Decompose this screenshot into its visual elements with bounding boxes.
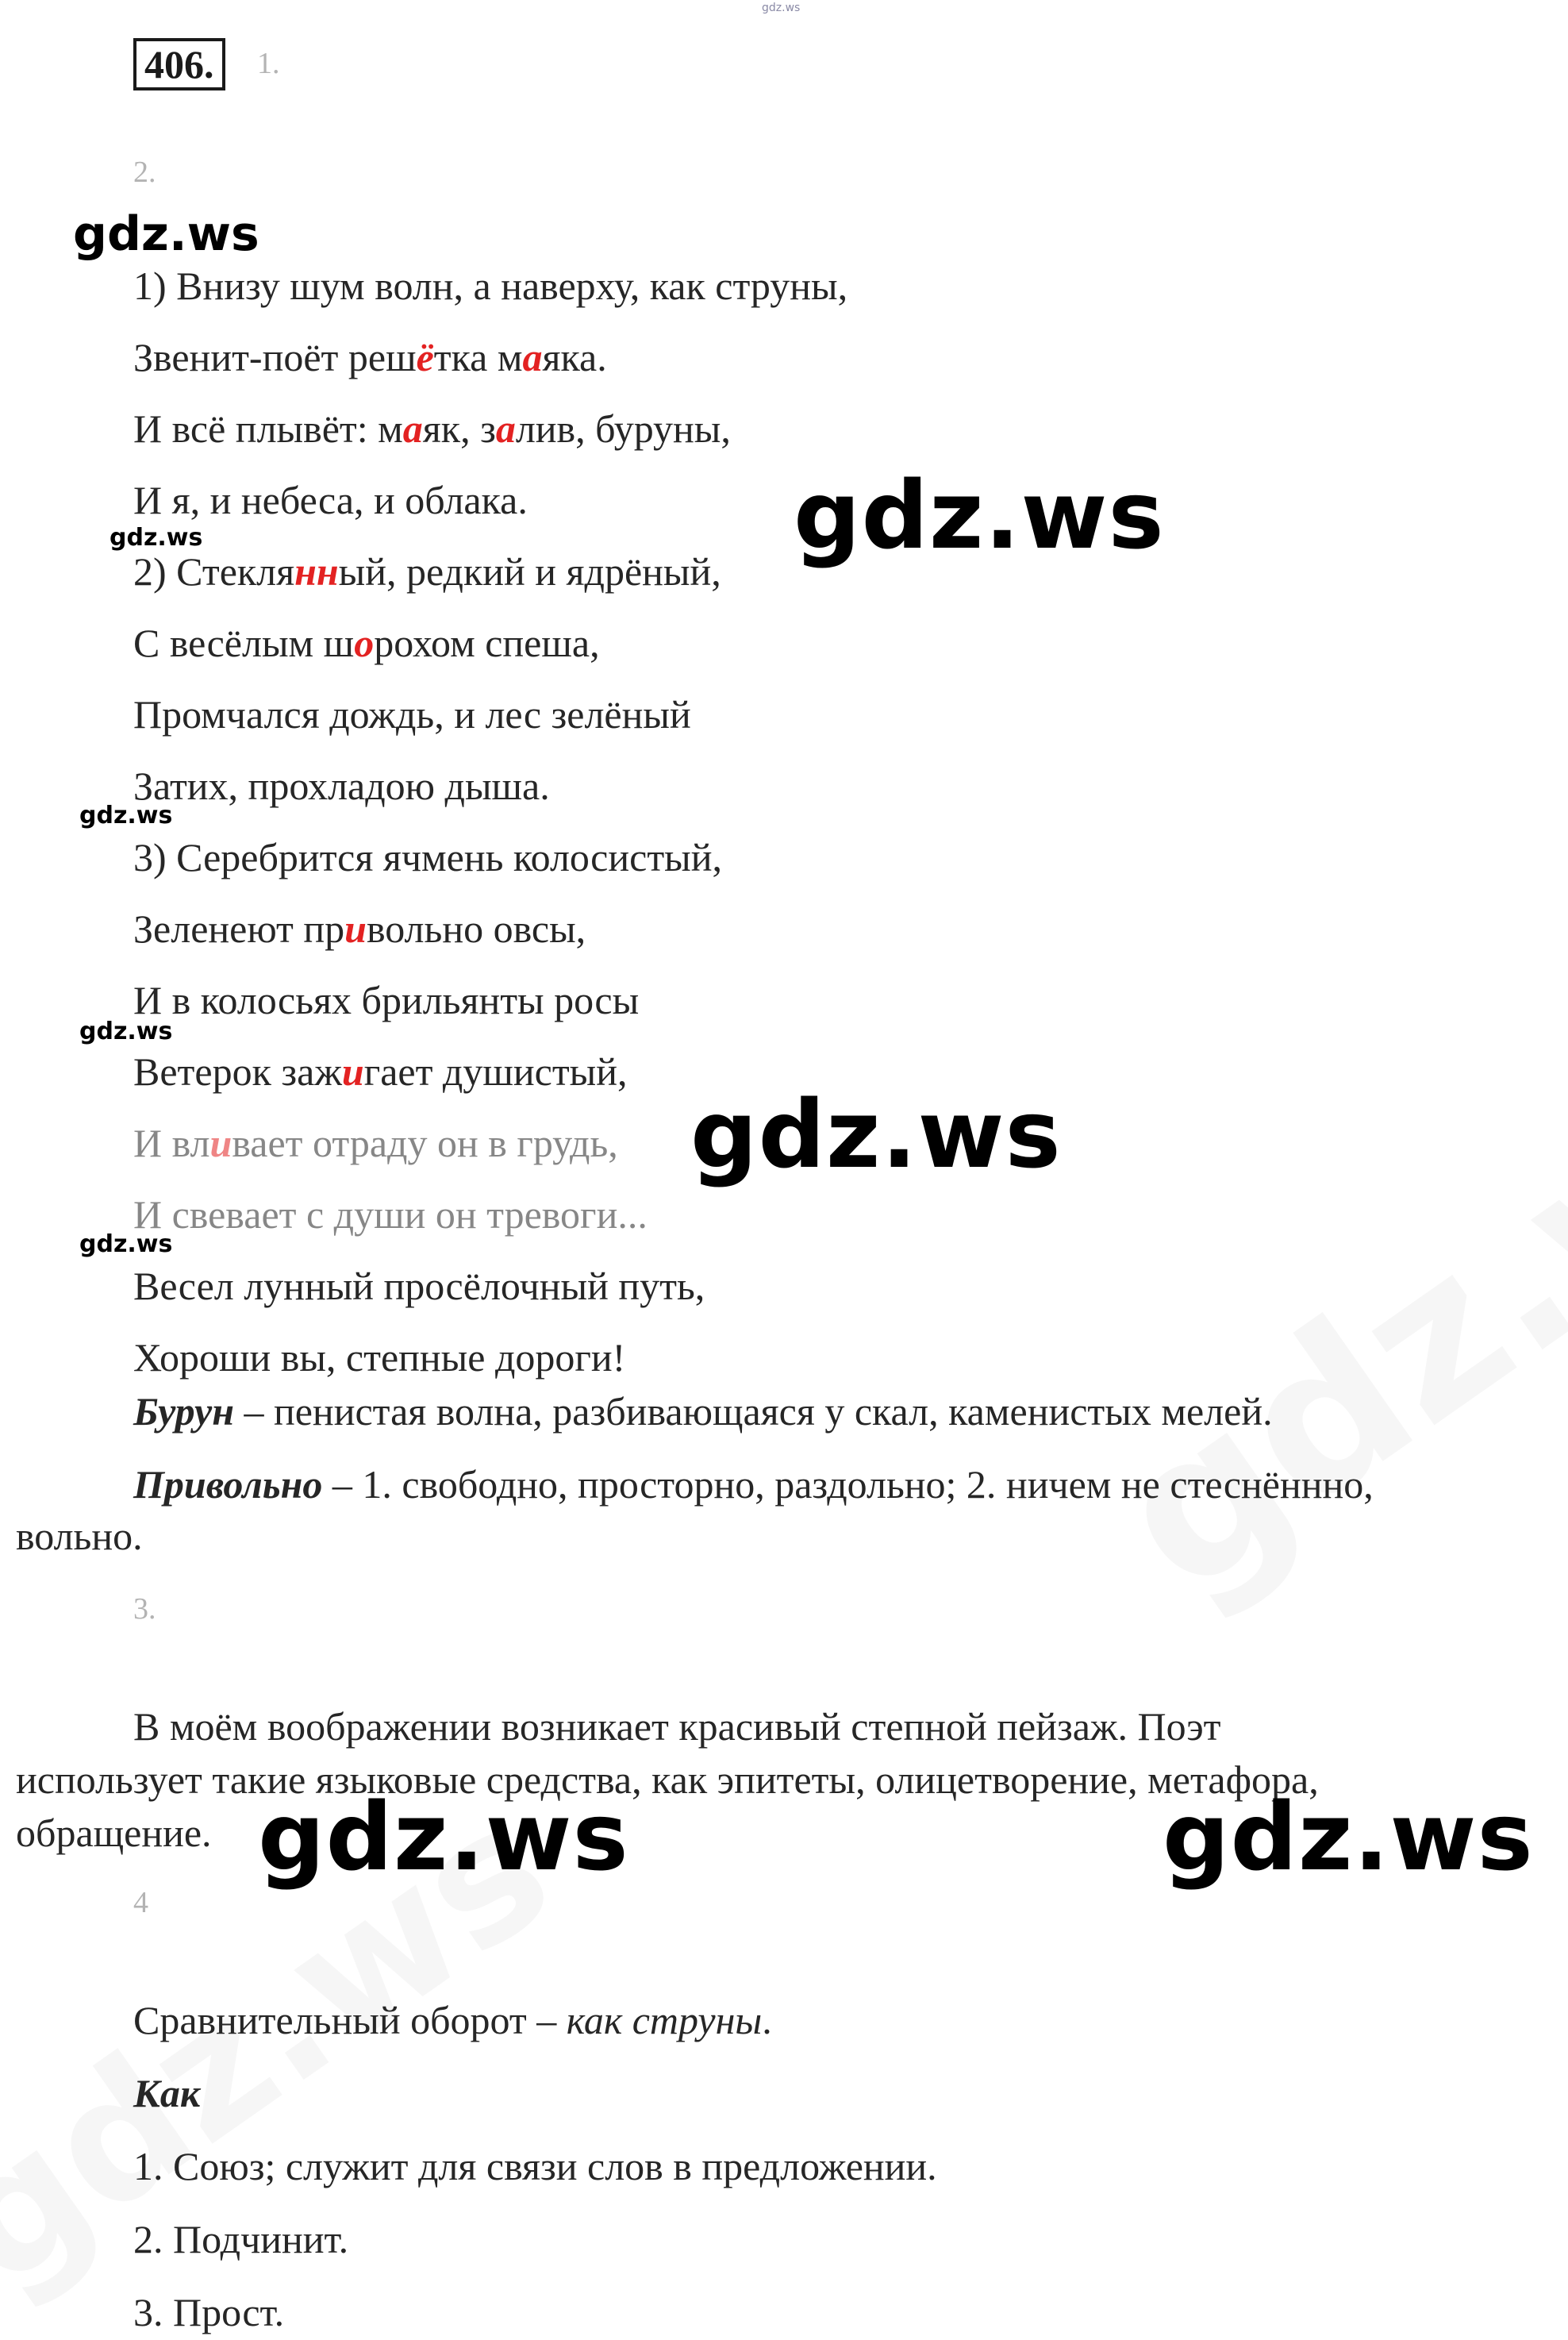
poem-text: И в колосьях брильянты росы	[133, 978, 640, 1022]
definition-term: Привольно	[133, 1462, 323, 1507]
poem-text: 3) Серебрится ячмень колосистый,	[133, 835, 723, 879]
poem-line	[133, 1191, 648, 1238]
missing-letter: и	[209, 1121, 233, 1165]
poem-line	[133, 1048, 628, 1095]
poem-line	[133, 833, 722, 881]
poem-text: Зеленеют пр	[133, 906, 345, 951]
watermark: gdz.ws	[110, 524, 203, 552]
comparison-line	[133, 1996, 772, 2044]
section-3-line-1: В моём воображении возникает красивый степной пейзаж. Поэт	[133, 1704, 1221, 1749]
poem-line	[133, 476, 528, 524]
poem-line	[133, 405, 731, 452]
watermark: gdz.ws	[79, 1018, 173, 1045]
poem-text: Звенит-поёт реш	[133, 335, 417, 379]
poem-line	[133, 1119, 618, 1167]
definition-text: – пенистая волна, разбивающаяся у скал, каменистых мелей.	[233, 1389, 1273, 1434]
poem-text: И всё плывёт: м	[133, 406, 403, 451]
poem-text: ый, редкий и ядрёный,	[338, 549, 721, 594]
comparison-prefix: Сравнительный оборот –	[133, 1998, 567, 2042]
missing-letter: и	[341, 1049, 364, 1094]
poem-line	[133, 262, 847, 310]
definition-text: – 1. свободно, просторно, раздольно; 2. ничем не стеснённно,	[322, 1462, 1374, 1507]
missing-letter: а	[522, 335, 543, 379]
poem-text: лив, буруны,	[515, 406, 731, 451]
word-kak: Как	[133, 2071, 201, 2115]
poem-line	[133, 1334, 625, 1381]
poem-text: 2) Стекля	[133, 549, 295, 594]
poem-text: 1) Внизу шум волн, а наверху, как струны,	[133, 264, 848, 308]
missing-letter: ё	[416, 335, 434, 379]
definition-continuation: вольно.	[16, 1514, 143, 1558]
poem-line	[133, 976, 639, 1024]
poem-text: тка м	[433, 335, 523, 379]
analysis-item: 2. Подчинит.	[133, 2217, 349, 2261]
definition-burun	[133, 1387, 1273, 1435]
poem-line	[133, 905, 586, 953]
missing-letter: нн	[294, 549, 339, 594]
poem-text: Хороши вы, степные дороги!	[133, 1335, 626, 1380]
poem-text: як, з	[422, 406, 496, 451]
poem-text: Ветерок заж	[133, 1049, 342, 1094]
section-3-line-2: использует такие языковые средства, как эпитеты, олицетворение, метафора,	[16, 1757, 1319, 1802]
watermark: gdz.ws	[258, 1782, 629, 1892]
section-3-line-3: обращение.	[16, 1811, 212, 1855]
missing-letter: и	[344, 906, 367, 951]
analysis-item: 3. Прост.	[133, 2290, 285, 2334]
poem-line	[133, 619, 600, 667]
exercise-number: 406.	[133, 38, 225, 90]
poem-text: вает отраду он в грудь,	[232, 1121, 618, 1165]
poem-line	[133, 691, 691, 738]
poem-text: вольно овсы,	[366, 906, 586, 951]
comparison-example: как струны	[566, 1998, 763, 2042]
watermark: gdz.ws	[73, 206, 259, 262]
comparison-suffix: .	[762, 1998, 772, 2042]
poem-line	[133, 548, 721, 595]
missing-letter: о	[354, 621, 375, 665]
poem-line	[133, 333, 607, 381]
missing-letter: а	[495, 406, 516, 451]
section-3-label: 3.	[133, 1592, 156, 1626]
poem-text: И свевает с души он тревоги...	[133, 1192, 648, 1237]
poem-line	[133, 1262, 705, 1310]
poem-text: Затих, прохладою дыша.	[133, 764, 550, 808]
watermark: gdz.ws	[79, 802, 173, 829]
poem-text: С весёлым ш	[133, 621, 355, 665]
poem-text: Весел лунный просёлочный путь,	[133, 1264, 705, 1308]
poem-line	[133, 762, 550, 810]
tiny-watermark: gdz.ws	[762, 2, 801, 14]
section-2-label: 2.	[133, 156, 156, 189]
poem-text: И я, и небеса, и облака.	[133, 478, 528, 522]
poem-text: гает душистый,	[363, 1049, 628, 1094]
background-watermark	[1075, 981, 1568, 1641]
watermark: gdz.ws	[794, 460, 1165, 570]
poem-text: И вл	[133, 1121, 210, 1165]
poem-text: Промчался дождь, и лес зелёный	[133, 692, 691, 737]
analysis-item: 1. Союз; служит для связи слов в предложении.	[133, 2144, 937, 2188]
watermark: gdz.ws	[1163, 1782, 1534, 1892]
definition-privolno	[133, 1461, 1374, 1508]
poem-text: рохом спеша,	[374, 621, 600, 665]
watermark: gdz.ws	[79, 1230, 173, 1258]
definition-term: Бурун	[133, 1389, 234, 1434]
section-4-label: 4	[133, 1886, 148, 1919]
poem-text: яка.	[542, 335, 607, 379]
missing-letter: а	[402, 406, 423, 451]
watermark: gdz.ws	[690, 1080, 1062, 1189]
section-1-label: 1.	[257, 47, 280, 80]
